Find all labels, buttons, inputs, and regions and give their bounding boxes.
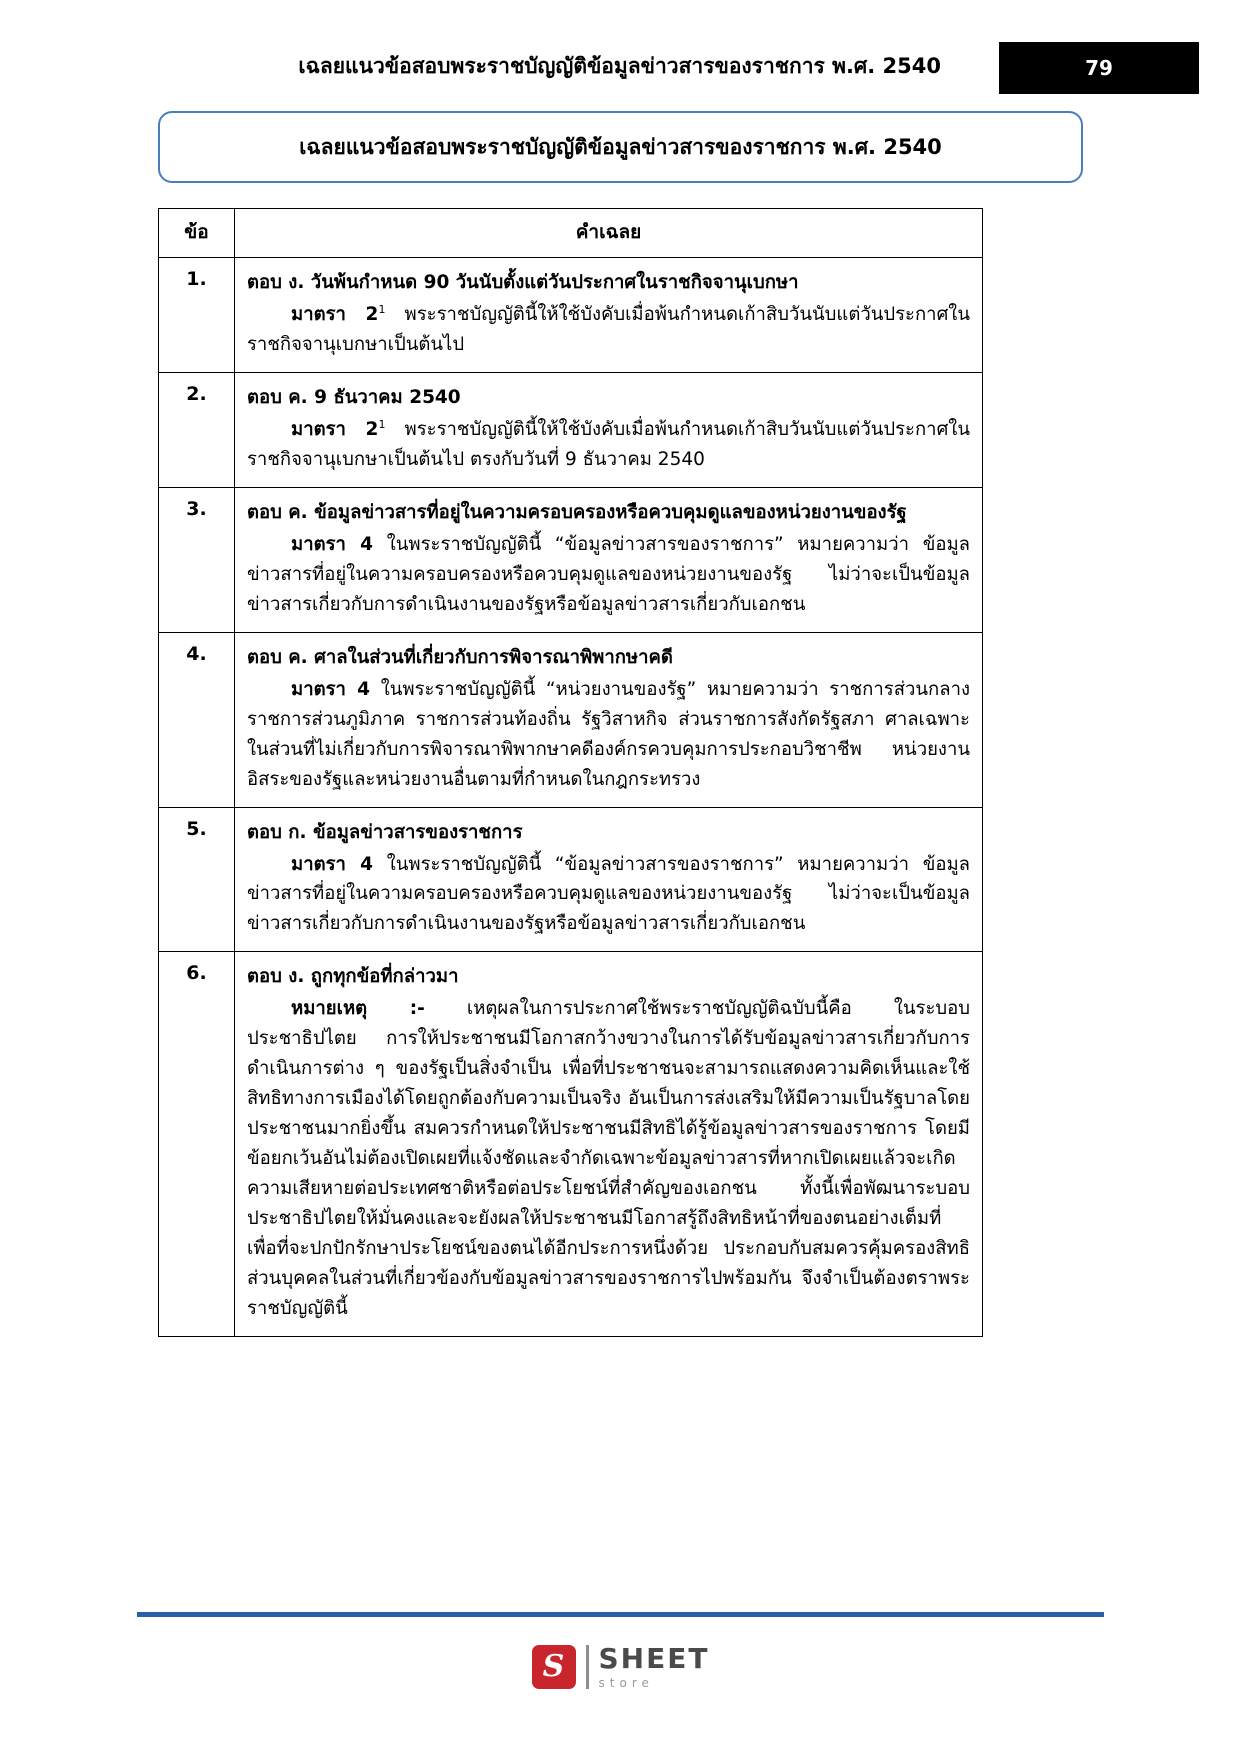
section-label: มาตรา 4 <box>291 853 374 875</box>
answer-line: ตอบ ค. 9 ธันวาคม 2540 <box>247 386 461 408</box>
table-header-row <box>159 209 983 258</box>
explanation-paragraph <box>247 994 970 1324</box>
row-content <box>235 258 983 373</box>
table-row <box>159 487 983 632</box>
section-label: มาตรา 4 <box>291 678 371 700</box>
row-number: 3. <box>159 487 235 632</box>
table-row <box>159 807 983 952</box>
row-content <box>235 807 983 952</box>
row-number: 4. <box>159 632 235 807</box>
section-label: หมายเหตุ :- <box>291 998 425 1020</box>
logo-divider <box>586 1645 589 1689</box>
table-row <box>159 372 983 487</box>
explanation-paragraph <box>247 675 970 795</box>
logo-subtitle: store <box>598 1676 654 1690</box>
explanation-paragraph <box>247 415 970 475</box>
section-label: มาตรา 2 <box>291 303 379 325</box>
section-label: มาตรา 4 <box>291 533 374 555</box>
table-row <box>159 952 983 1337</box>
row-number: 1. <box>159 258 235 373</box>
answer-line: ตอบ ง. ถูกทุกข้อที่กล่าวมา <box>247 966 459 988</box>
table-row <box>159 632 983 807</box>
answer-line: ตอบ ง. วันพ้นกำหนด 90 วันนับตั้งแต่วันประกาศในราชกิจจานุเบกษา <box>247 272 799 293</box>
explanation-text: ในพระราชบัญญัตินี้ “ข้อมูลข่าวสารของราชการ” หมายความว่า ข้อมูลข่าวสารที่อยู่ในความครอบครองหรือควบคุมดูแลของหน่วยงานของรัฐ ไม่ว่าจะเป็นข้อมูลข่าวสารเกี่ยวกับการดำเนินงานของรัฐหรือข้อมูลข่าวสารเกี่ยวกับเอกชน <box>247 533 970 615</box>
explanation-paragraph <box>247 850 970 940</box>
row-number: 5. <box>159 807 235 952</box>
explanation-text: พระราชบัญญัตินี้ให้ใช้บังคับเมื่อพ้นกำหนดเก้าสิบวันนับแต่วันประกาศในราชกิจจานุเบกษาเป็นต้นไป ตรงกับวันที่ 9 ธันวาคม 2540 <box>247 418 970 470</box>
row-content <box>235 372 983 487</box>
explanation-paragraph <box>247 530 970 620</box>
footnote-marker: 1 <box>378 417 386 431</box>
section-label: มาตรา 2 <box>291 418 379 440</box>
answer-line: ตอบ ค. ข้อมูลข่าวสารที่อยู่ในความครอบครองหรือควบคุมดูแลของหน่วยงานของรัฐ <box>247 501 907 523</box>
explanation-text: ในพระราชบัญญัตินี้ “ข้อมูลข่าวสารของราชการ” หมายความว่า ข้อมูลข่าวสารที่อยู่ในความครอบครองหรือควบคุมดูแลของหน่วยงานของรัฐ ไม่ว่าจะเป็นข้อมูลข่าวสารเกี่ยวกับการดำเนินงานของรัฐหรือข้อมูลข่าวสารเกี่ยวกับเอกชน <box>247 853 970 935</box>
logo-name: SHEET <box>598 1642 710 1675</box>
footer-logo <box>0 1642 1241 1690</box>
row-number: 2. <box>159 372 235 487</box>
logo-wordmark <box>598 1642 710 1690</box>
answer-line: ตอบ ค. ศาลในส่วนที่เกี่ยวกับการพิจารณาพิพากษาคดี <box>247 646 673 668</box>
sheet-store-logo-icon: S <box>532 1645 576 1689</box>
row-number: 6. <box>159 952 235 1337</box>
answer-line: ตอบ ก. ข้อมูลข่าวสารของราชการ <box>247 821 523 843</box>
page-number: 79 <box>1085 56 1113 80</box>
explanation-text: เหตุผลในการประกาศใช้พระราชบัญญัติฉบับนี้คือ ในระบอบประชาธิปไตย การให้ประชาชนมีโอกาสกว้างขวางในการได้รับข้อมูลข่าวสารเกี่ยวกับการดำเนินการต่าง ๆ ของรัฐเป็นสิ่งจำเป็น เพื่อที่ประชาชนจะสามารถแสดงความคิดเห็นและใช้สิทธิทางการเมืองได้โดยถูกต้องกับความเป็นจริง อันเป็นการส่งเสริมให้มีความเป็นรัฐบาลโดยประชาชนมากยิ่งขึ้น สมควรกำหนดให้ประชาชนมีสิทธิได้รู้ข้อมูลข่าวสารของราชการ โดยมีข้อยกเว้นอันไม่ต้องเปิดเผยที่แจ้งชัดและจำกัดเฉพาะข้อมูลข่าวสารที่หากเปิดเผยแล้วจะเกิดความเสียหายต่อประเทศชาติหรือต่อประโยชน์ที่สำคัญของเอกชน ทั้งนี้เพื่อพัฒนาระบอบประชาธิปไตยให้มั่นคงและจะยังผลให้ประชาชนมีโอกาสรู้ถึงสิทธิหน้าที่ของตนอย่างเต็มที่ เพื่อที่จะปกปักรักษาประโยชน์ของตนได้อีกประการหนึ่งด้วย ประกอบกับสมควรคุ้มครองสิทธิส่วนบุคคลในส่วนที่เกี่ยวข้องกับข้อมูลข่าวสารของราชการไปพร้อมกัน จึงจำเป็นต้องตราพระราชบัญญัตินี้ <box>247 998 970 1320</box>
page-title: เฉลยแนวข้อสอบพระราชบัญญัติข้อมูลข่าวสารของราชการ พ.ศ. 2540 <box>299 134 942 159</box>
table-row <box>159 258 983 373</box>
explanation-text: ในพระราชบัญญัตินี้ “หน่วยงานของรัฐ” หมายความว่า ราชการส่วนกลาง ราชการส่วนภูมิภาค ราชการส่วนท้องถิ่น รัฐวิสาหกิจ ส่วนราชการสังกัดรัฐสภา ศาลเฉพาะในส่วนที่ไม่เกี่ยวกับการพิจารณาพิพากษาคดีองค์กรควบคุมการประกอบวิชาชีพ หน่วยงานอิสระของรัฐและหน่วยงานอื่นตามที่กำหนดในกฎกระทรวง <box>247 678 970 790</box>
row-content <box>235 632 983 807</box>
column-header-number: ข้อ <box>159 209 235 258</box>
column-header-answer: คำเฉลย <box>235 209 983 258</box>
answer-key-table <box>158 208 983 1337</box>
footnote-marker: 1 <box>378 302 386 316</box>
page-header <box>0 42 1241 94</box>
row-content <box>235 952 983 1337</box>
explanation-paragraph <box>247 300 970 360</box>
explanation-text: พระราชบัญญัตินี้ให้ใช้บังคับเมื่อพ้นกำหนดเก้าสิบวันนับแต่วันประกาศในราชกิจจานุเบกษาเป็นต้นไป <box>247 303 970 355</box>
footer-divider <box>137 1612 1104 1617</box>
running-header-title: เฉลยแนวข้อสอบพระราชบัญญัติข้อมูลข่าวสารของราชการ พ.ศ. 2540 <box>298 54 941 78</box>
row-content <box>235 487 983 632</box>
document-title-box <box>158 111 1083 183</box>
